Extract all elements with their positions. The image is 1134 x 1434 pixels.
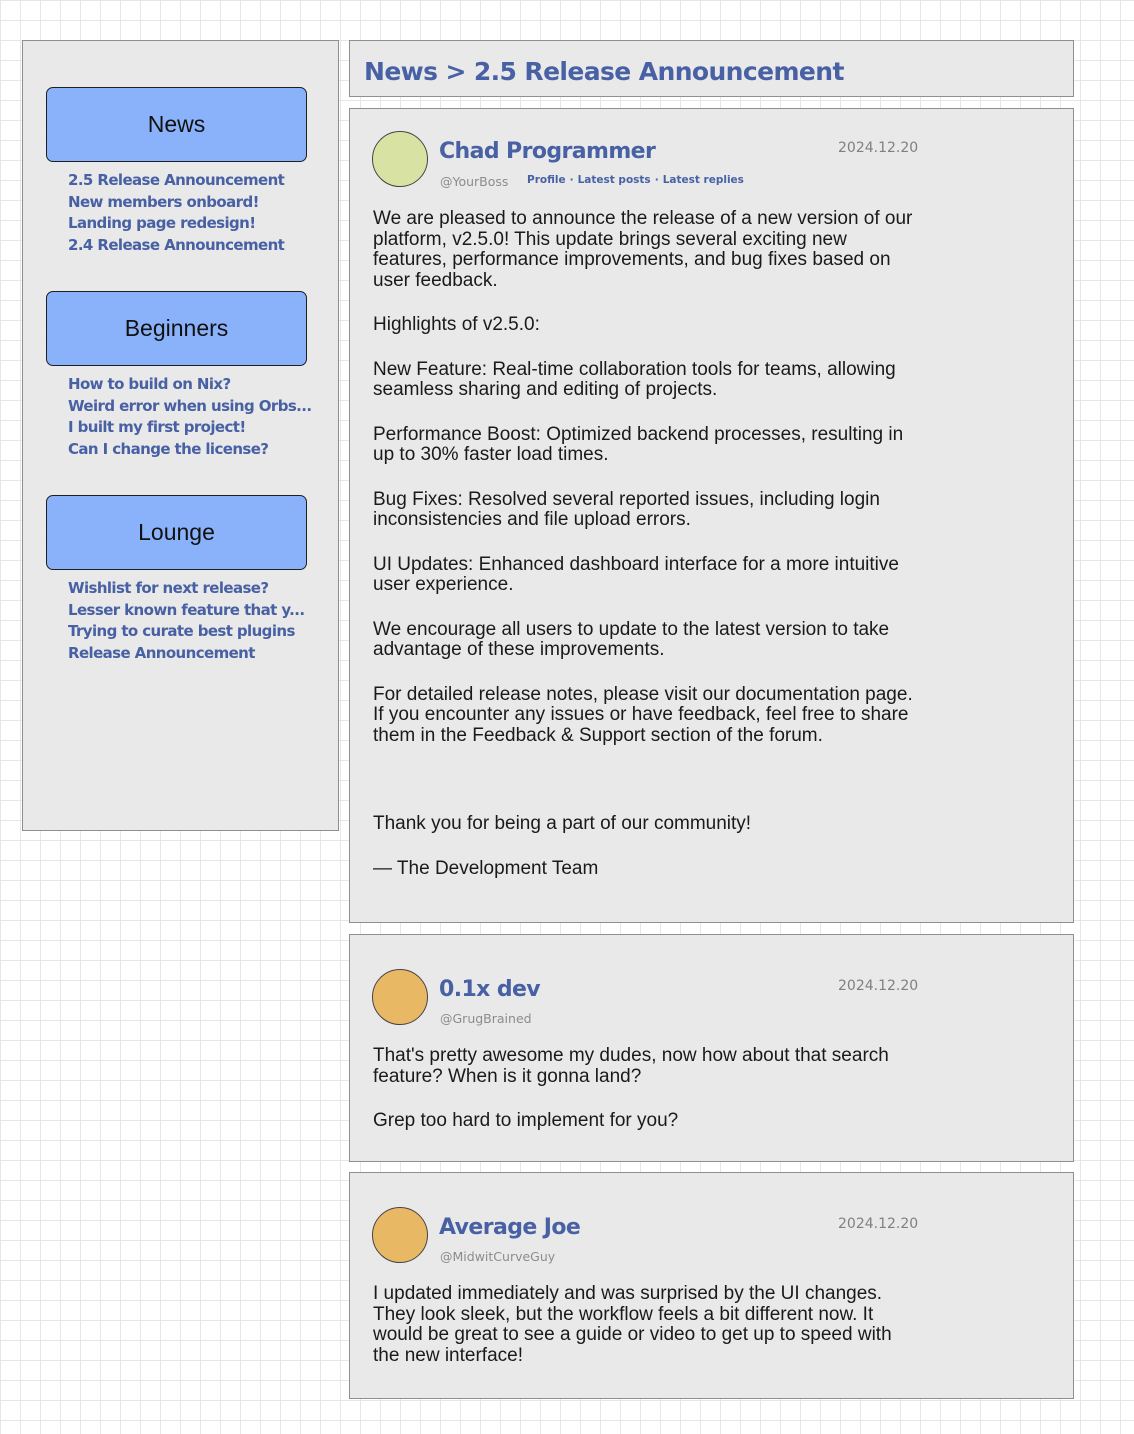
reply-card [349,1172,1074,1399]
post-paragraph: We are pleased to announce the release of a new version of our platform, v2.5.0! This update brings several exciting new features, performance improvements, and bug fixes based on user feedback. [373,208,913,291]
post-body [373,209,923,879]
reply-handle: @GrugBrained [440,1011,532,1026]
reply-author[interactable]: Average Joe [439,1215,581,1240]
avatar[interactable] [372,969,428,1025]
breadcrumb-section-link[interactable]: News [364,57,438,86]
reply-body [373,1046,923,1132]
post-author[interactable]: Chad Programmer [439,139,656,164]
post-paragraph: Performance Boost: Optimized backend processes, resulting in up to 30% faster load times. [373,423,904,465]
avatar[interactable] [372,131,428,187]
latest-replies-link[interactable]: Latest replies [662,174,744,186]
reply-paragraph: That's pretty awesome my dudes, now how about that search feature? When is it gonna land? [373,1045,889,1087]
thread-link[interactable]: Weird error when using Orbs... [68,396,312,415]
thread-link[interactable]: New members onboard! [68,192,259,211]
post-handle: @YourBoss [440,174,509,189]
breadcrumb-bar [349,40,1074,97]
link-separator: · [569,174,574,186]
reply-paragraph: I updated immediately and was surprised by the UI changes. They look sleek, but the workflow feels a bit different now. It would be great to see a guide or video to get up to speed with the new interface! [373,1283,892,1366]
category-beginners-thread-list [68,374,318,460]
reply-date: 2024.12.20 [838,1216,919,1232]
sidebar [22,40,339,831]
reply-card [349,934,1074,1162]
reply-date: 2024.12.20 [838,978,919,994]
post-paragraph: Thank you for being a part of our community! [373,813,752,834]
reply-paragraph: Grep too hard to implement for you? [373,1110,679,1131]
post-paragraph: Bug Fixes: Resolved several reported issues, including login inconsistencies and file upload errors. [373,488,880,530]
thread-link[interactable]: Lesser known feature that y... [68,600,305,619]
post-paragraph: UI Updates: Enhanced dashboard interface for a more intuitive user experience. [373,553,899,595]
post-paragraph: Highlights of v2.5.0: [373,314,540,335]
thread-link[interactable]: Landing page redesign! [68,214,256,232]
reply-handle: @MidwitCurveGuy [440,1249,556,1264]
post-paragraph: New Feature: Real-time collaboration tools for teams, allowing seamless sharing and editing of projects. [373,358,896,400]
post-signature: — The Development Team [373,857,599,879]
post-date: 2024.12.20 [838,140,919,156]
post-paragraph: We encourage all users to update to the latest version to take advantage of these improvements. [373,618,890,660]
profile-link[interactable]: Profile [527,174,566,186]
category-lounge-thread-list [68,578,318,664]
thread-link[interactable]: How to build on Nix? [68,375,231,393]
reply-author[interactable]: 0.1x dev [439,977,541,1002]
category-news-button[interactable]: News [46,87,307,162]
thread-link[interactable]: Can I change the license? [68,439,269,458]
post-card [349,108,1074,923]
category-news-thread-list [68,170,318,256]
breadcrumb-current-page: 2.5 Release Announcement [473,57,844,86]
breadcrumb-separator: > [445,57,466,86]
thread-link[interactable]: Wishlist for next release? [68,579,269,597]
latest-posts-link[interactable]: Latest posts [577,174,651,186]
thread-link[interactable]: I built my first project! [68,418,246,436]
author-links [527,174,744,186]
thread-link[interactable]: Release Announcement [68,643,255,662]
thread-link[interactable]: 2.4 Release Announcement [68,235,285,254]
category-beginners-button[interactable]: Beginners [46,291,307,366]
link-separator: · [654,174,659,186]
post-paragraph: For detailed release notes, please visit our documentation page. If you encounter any issues or have feedback, feel free to share them in the Feedback & Support section of the forum. [373,683,913,746]
avatar[interactable] [372,1207,428,1263]
category-lounge-button[interactable]: Lounge [46,495,307,570]
thread-link[interactable]: Trying to curate best plugins [68,622,295,640]
breadcrumb [364,57,844,86]
reply-body [373,1284,923,1366]
thread-link[interactable]: 2.5 Release Announcement [68,171,285,189]
